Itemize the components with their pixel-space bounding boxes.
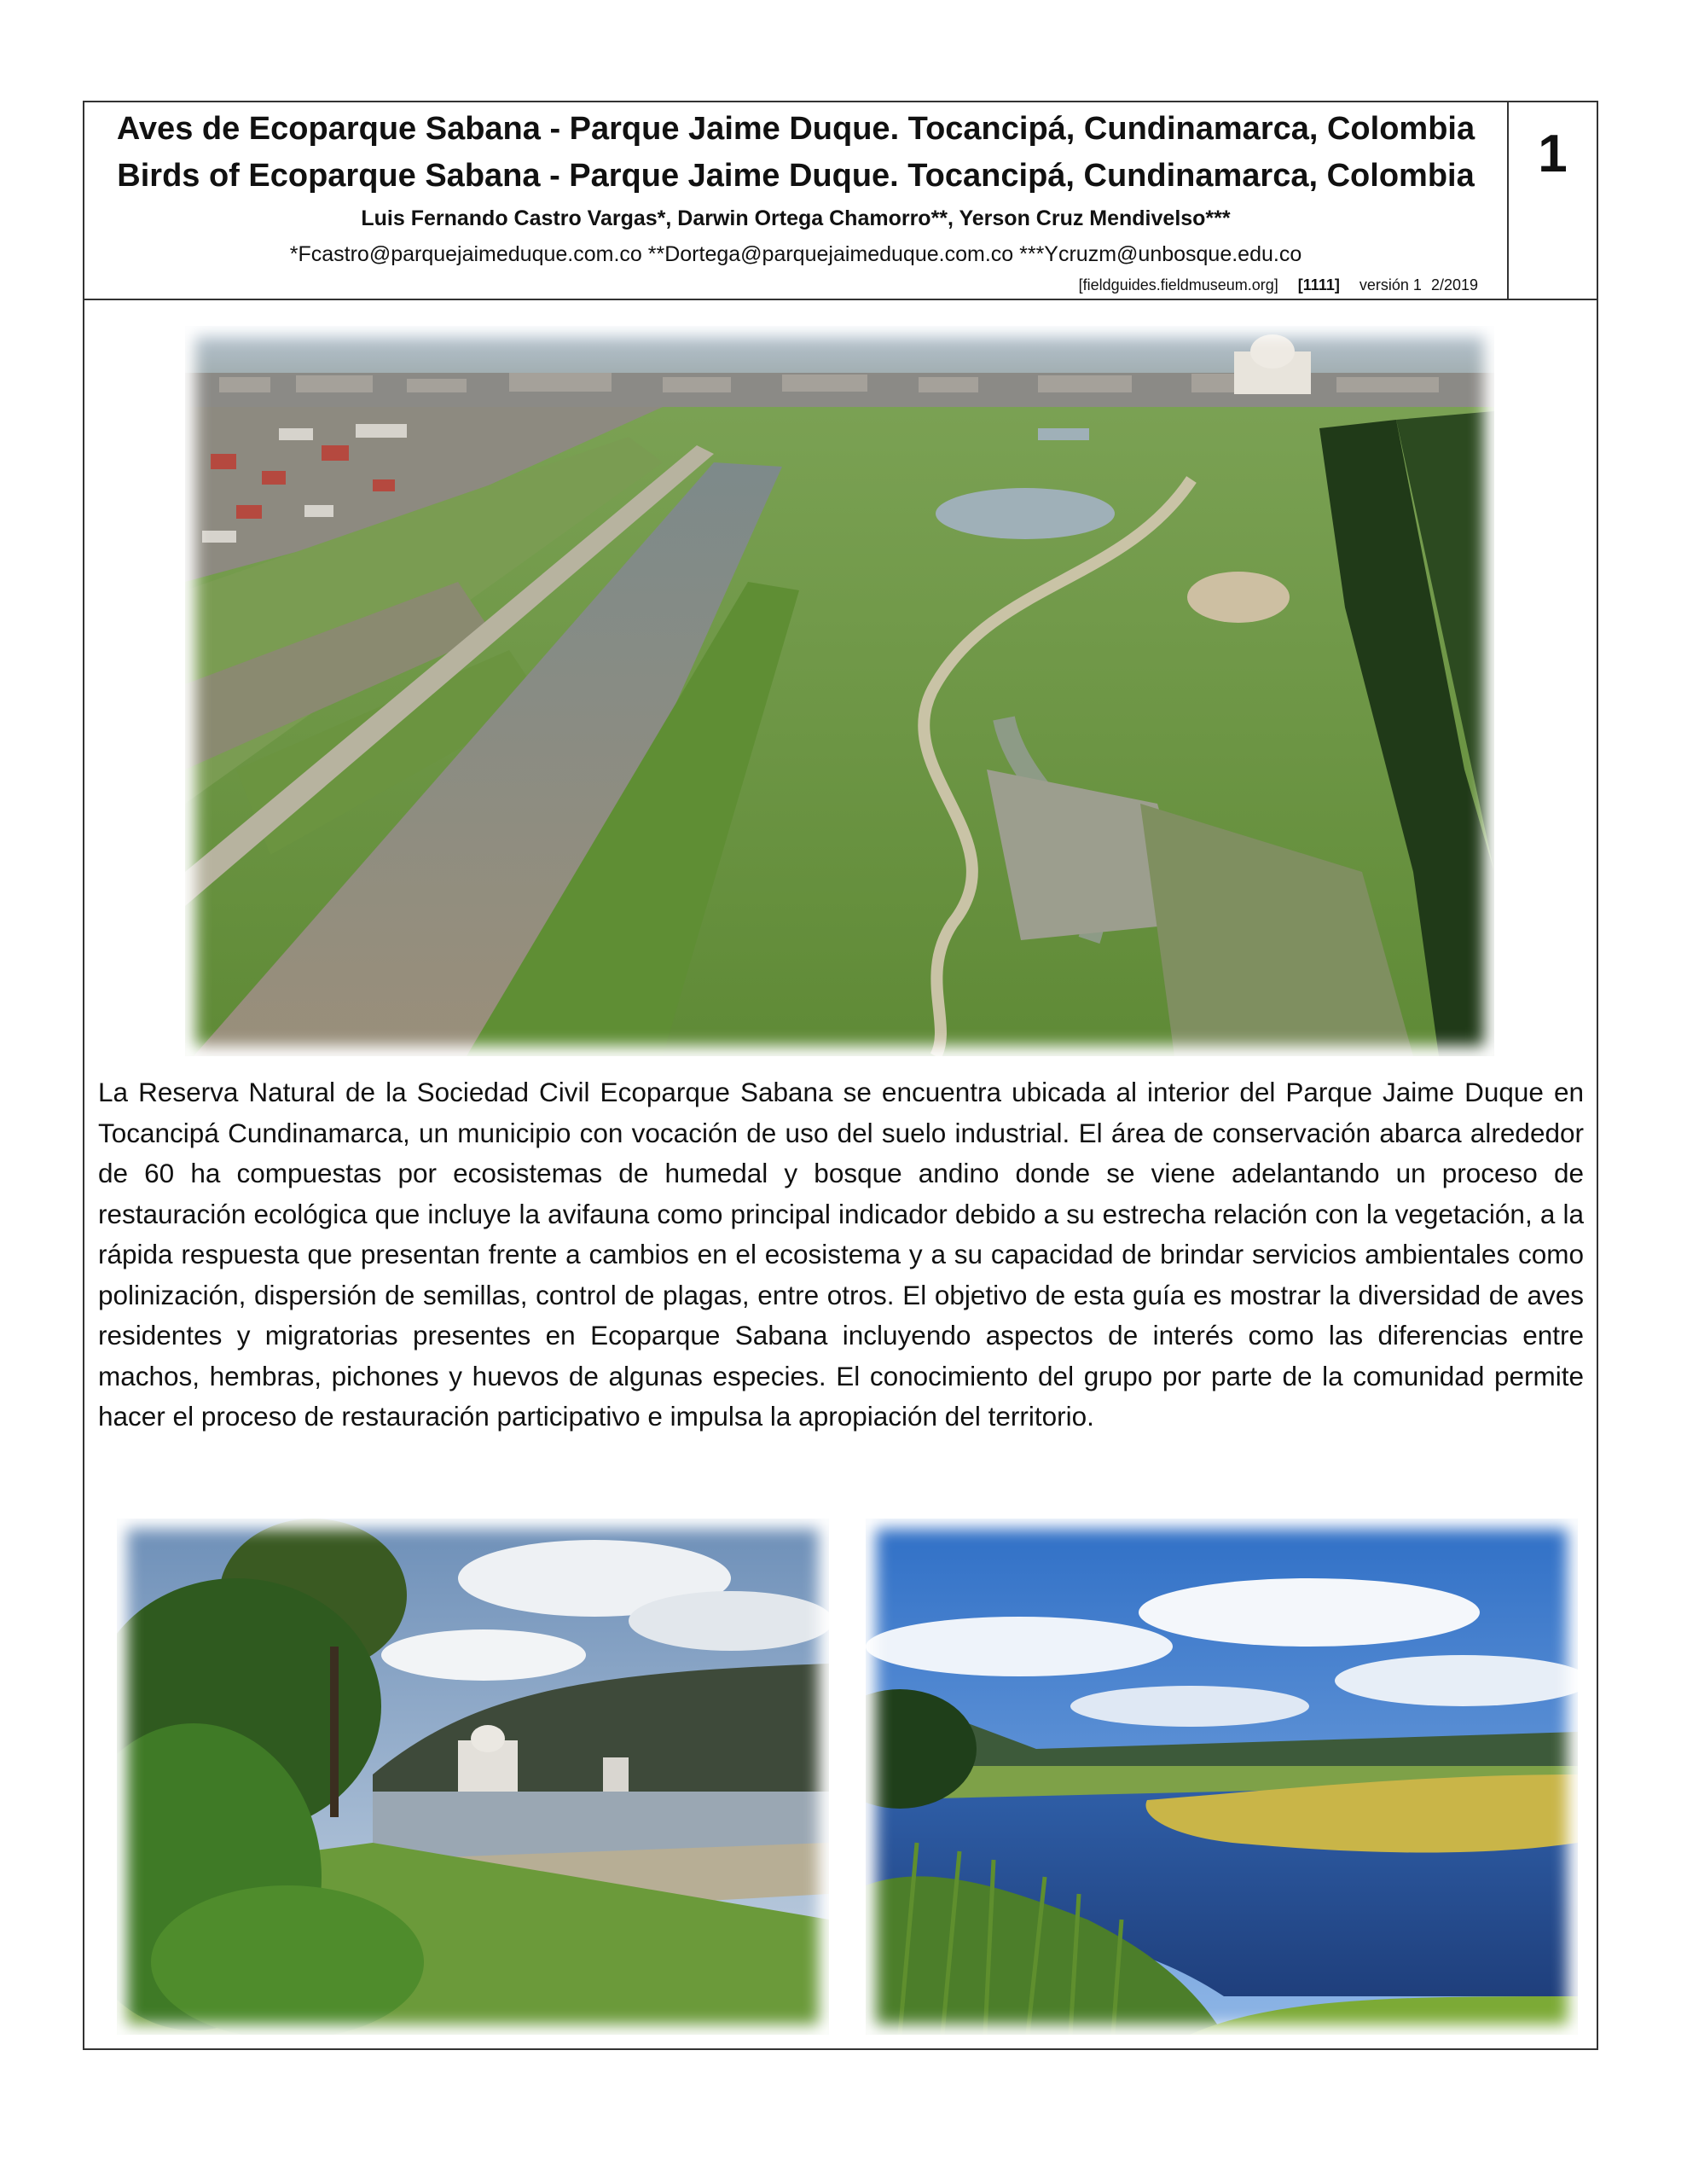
date: 2/2019 bbox=[1430, 276, 1478, 293]
version: versión 1 bbox=[1359, 276, 1422, 293]
vegetation-lagoon-photo bbox=[117, 1519, 829, 2035]
title-spanish: Aves de Ecoparque Sabana - Parque Jaime Duque. Tocancipá, Cundinamarca, Colombia bbox=[116, 111, 1475, 147]
header-main bbox=[84, 102, 1509, 299]
title-english: Birds of Ecoparque Sabana - Parque Jaime Duque. Tocancipá, Cundinamarca, Colombia bbox=[117, 158, 1475, 194]
intro-paragraph: La Reserva Natural de la Sociedad Civil Ecoparque Sabana se encuentra ubicada al interior del Parque Jaime Duque en Tocancipá Cundinamarca, un municipio con vocación de uso del suelo industrial. El área de conservación abarca alrededor de 60 ha compuestas por ecosistemas de humedal y bosque andino donde se viene adelantando un proceso de restauración ecológica que incluye la avifauna como principal indicador debido a su estrecha relación con la vegetación, a la rápida respuesta que presentan frente a cambios en el ecosistema y a su capacidad de brindar servicios ambientales como polinización, dispersión de semillas, control de plagas, entre otros. El objetivo de esta guía es mostrar la diversidad de aves residentes y migratorias presentes en Ecoparque Sabana incluyendo aspectos de interés como las diferencias entre machos, hembras, pichones y huevos de algunas especies. El conocimiento del grupo por parte de la comunidad permite hacer el proceso de restauración participativo e impulsa la apropiación del territorio. bbox=[98, 1077, 1584, 1432]
reference-line bbox=[1064, 275, 1478, 295]
aerial-wetland-photo bbox=[185, 326, 1494, 1056]
page-number: 1 bbox=[1538, 125, 1568, 183]
guide-number: [1111] bbox=[1297, 276, 1340, 293]
river-sky-photo bbox=[866, 1519, 1578, 2035]
authors: Luis Fernando Castro Vargas*, Darwin Ortega Chamorro**, Yerson Cruz Mendivelso*** bbox=[361, 206, 1231, 230]
page-frame bbox=[83, 101, 1598, 2050]
header bbox=[84, 102, 1597, 300]
author-emails: *Fcastro@parquejaimeduque.com.co **Dortega@parquejaimeduque.com.co ***Ycruzm@unbosque.edu.co bbox=[289, 242, 1302, 266]
source-url: [fieldguides.fieldmuseum.org] bbox=[1078, 276, 1278, 293]
